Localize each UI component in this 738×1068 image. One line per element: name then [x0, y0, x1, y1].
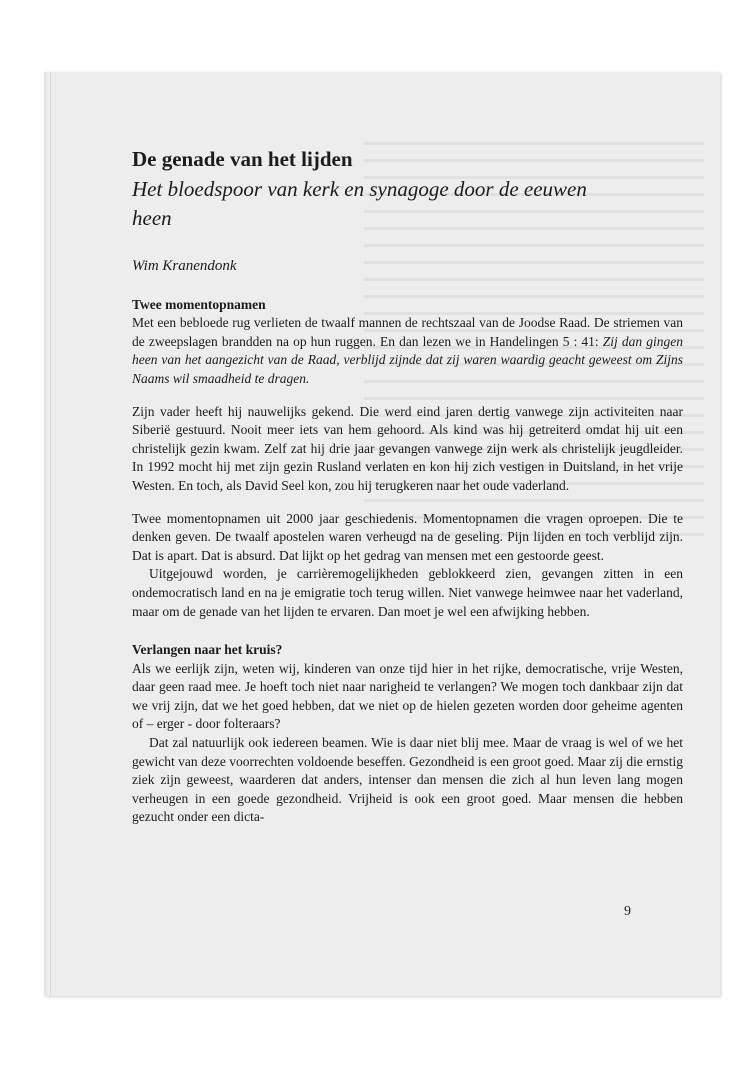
page-number: 9	[624, 904, 631, 919]
paragraph	[132, 314, 683, 388]
article-author: Wim Kranendonk	[132, 258, 237, 274]
article-subtitle: Het bloedspoor van kerk en synagoge door de eeuwen heen	[132, 177, 587, 230]
section-heading-momentopnamen: Twee momentopnamen	[132, 296, 266, 312]
scripture-quote: Zij dan gingen heen van het aangezicht van de Raad, verblijd zijnde dat zij waren waardig geacht geweest om Zijns Naams wil smaadheid te dragen.	[132, 333, 683, 386]
page-content	[132, 147, 683, 827]
paragraph: Dat zal natuurlijk ook iedereen beamen. Wie is daar niet blij mee. Maar de vraag is wel of we het gewicht van deze voorrechten voldoende beseffen. Gezondheid is een groot goed. Maar zij die ernstig ziek zijn geweest, waarderen dat anders, intenser dan mensen die zich al hun leven lang mogen verheugen in een goede gezondheid. Vrijheid is ook een groot goed. Maar mensen die hebben gezucht onder een dicta-	[132, 735, 683, 825]
page-binding	[44, 72, 51, 996]
paragraph-text: Met een bebloede rug verlieten de twaalf mannen de rechtszaal van de Joodse Raad. De striemen van de zweepslagen brandden na op hun ruggen. En dan lezen we in Handelingen 5 : 41:	[132, 315, 683, 349]
paragraph: Uitgejouwd worden, je carrièremogelijkheden geblokkeerd zien, gevangen zitten in een ondemocratisch land en na je emigratie toch terug willen. Niet vanwege heimwee naar het vaderland, maar om de genade van het lijden te ervaren. Dan moet je wel een afwijking hebben.	[132, 566, 683, 619]
book-page	[44, 72, 720, 996]
paragraph: Zijn vader heeft hij nauwelijks gekend. Die werd eind jaren dertig vanwege zijn activiteiten naar Siberië gestuurd. Nooit meer iets van hem gehoord. Als kind was hij getreiterd omdat hij uit een christelijk gezin kwam. Zelf zat hij drie jaar gevangen vanwege zijn werk als christelijk jeugdleider. In 1992 mocht hij met zijn gezin Rusland verlaten en kon hij zich vestigen in Duitsland, in het vrije Westen. En toch, als David Seel kon, zou hij terugkeren naar het oude vaderland.	[132, 403, 683, 493]
paragraph: Twee momentopnamen uit 2000 jaar geschiedenis. Momentopnamen die vragen oproepen. Die te denken geven. De twaalf apostelen waren verheugd na de geseling. Pijn lijden en toch verblijd zijn. Dat is apart. Dat is absurd. Dat lijkt op het gedrag van mensen met een gestoorde geest.	[132, 510, 683, 563]
article-title: De genade van het lijden	[132, 147, 353, 171]
paragraph: Als we eerlijk zijn, weten wij, kinderen van onze tijd hier in het rijke, democratische, vrije Westen, daar geen raad mee. Je hoeft toch niet naar narigheid te verlangen? We mogen toch dankbaar zijn dat we vrij zijn, dat we het goed hebben, dat we niet op de hielen gezeten worden door geheime agenten of – erger - door folteraars?	[132, 660, 683, 732]
section-heading-verlangen: Verlangen naar het kruis?	[132, 642, 283, 658]
